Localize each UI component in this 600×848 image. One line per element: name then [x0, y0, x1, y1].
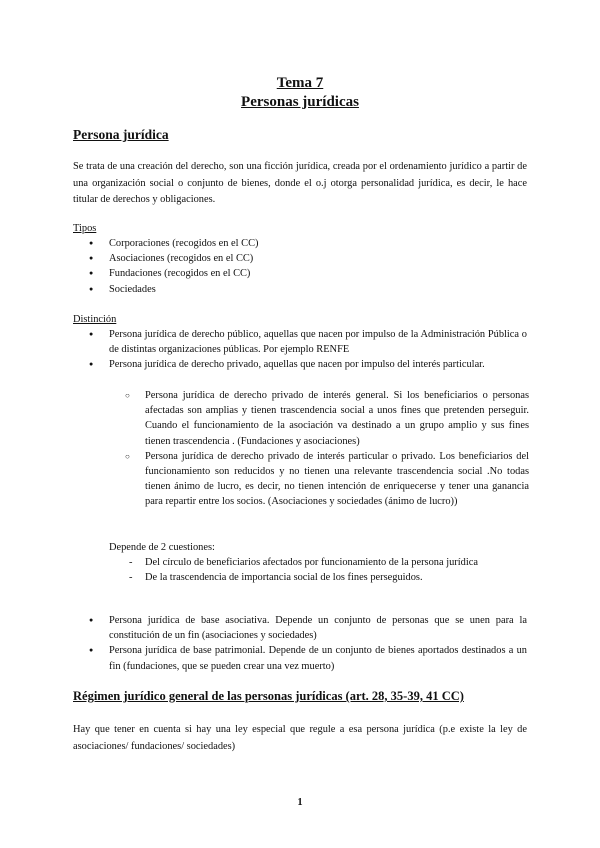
regimen-paragraph: Hay que tener en cuenta si hay una ley especial que regule a esa persona jurídica (p.e existe la ley de asociaciones/ fundaciones/ sociedades): [73, 724, 527, 752]
list-item: - Del círculo de beneficiarios afectados por funcionamiento de la persona jurídica: [109, 555, 529, 570]
base-list: [73, 613, 527, 674]
intro-paragraph: Se trata de una creación del derecho, son una ficción jurídica, creada por el ordenamiento jurídico a partir de una organización social o conjunto de bienes, donde el o.j otorga personalidad jurídica, es decir, le hace titular de derechos y obligaciones.: [73, 161, 527, 205]
list-item: ● Persona jurídica de derecho público, aquellas que nacen por impulso de la Administración Pública o de distintas organizaciones públicas. Por ejemplo RENFE: [73, 327, 527, 357]
doc-subtitle: Personas jurídicas: [241, 94, 359, 110]
distincion-label: Distinción: [73, 314, 117, 325]
list-item: ● Persona jurídica de base asociativa. Depende un conjunto de personas que se unen para la constitución de un fin (asociaciones y sociedades): [73, 613, 527, 643]
page-number: 1: [297, 797, 303, 808]
distincion-list: [73, 327, 527, 373]
section-heading-regimen: Régimen jurídico general de las personas jurídicas (art. 28, 35-39, 41 CC): [73, 689, 464, 703]
tipos-label: Tipos: [73, 223, 97, 234]
list-item: ● Persona jurídica de base patrimonial. Depende de un conjunto de bienes aportados destinados a un fin (fundaciones, que se pueden crear una vez muerto): [73, 643, 527, 673]
list-item: ● Corporaciones (recogidos en el CC): [73, 236, 527, 251]
list-item: ● Asociaciones (recogidos en el CC): [73, 251, 527, 266]
private-subtypes-list: [109, 388, 529, 510]
depende-list: [109, 555, 529, 585]
list-item: ● Sociedades: [73, 282, 527, 297]
list-item: - De la trascendencia de importancia social de los fines perseguidos.: [109, 570, 529, 585]
section-heading-persona-juridica: Persona jurídica: [73, 127, 169, 142]
list-item: ○ Persona jurídica de derecho privado de interés particular o privado. Los beneficiarios del funcionamiento son reducidos y no tienen una relevante trascendencia social .No todas tienen ánimo de lucro, es decir, no tienen intención de enriquecerse y tener una ganancia para repartir entre los socios. (Asociaciones y sociedades (ánimo de lucro)): [109, 449, 529, 510]
list-item: ● Persona jurídica de derecho privado, aquellas que nacen por impulso del interés particular.: [73, 357, 527, 372]
depende-label: Depende de 2 cuestiones:: [109, 542, 215, 553]
tipos-list: [73, 236, 527, 297]
list-item: ○ Persona jurídica de derecho privado de interés general. Si los beneficiarios o personas afectadas son amplias y tienen trascendencia social a unos fines que pretenden perseguir. Cuando el funcionamiento de la asociación va destinado a un grupo amplio y sus fines tienen trascendencia . (Fundaciones y asociaciones): [109, 388, 529, 449]
doc-title: Tema 7: [276, 75, 324, 91]
list-item: ● Fundaciones (recogidos en el CC): [73, 266, 527, 281]
